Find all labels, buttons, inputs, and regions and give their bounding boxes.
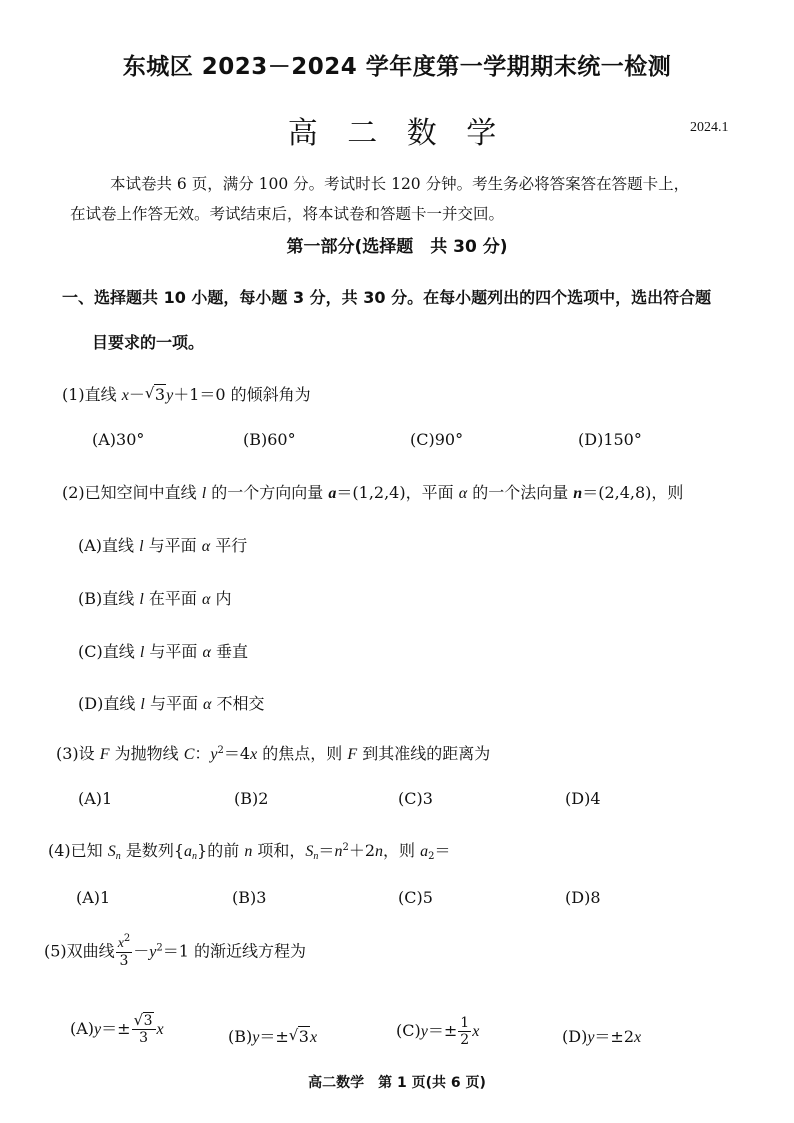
q3-option-d: (D)4 — [565, 789, 601, 808]
exam-title: 东城区 2023－2024 学年度第一学期期末统一检测 — [122, 54, 672, 80]
subject-title: 高 二 数 学 — [287, 116, 507, 151]
question-1: (1)直线 x－√ 3y＋1＝0 的倾斜角为 — [62, 382, 311, 405]
q2-option-a: (A)直线 l 与平面 α 平行 — [78, 536, 248, 555]
q5-number: (5) — [44, 941, 67, 961]
q2-option-b: (B)直线 l 在平面 α 内 — [78, 589, 232, 608]
intro-line-2: 在试卷上作答无效。考试结束后，将本试卷和答题卡一并交回。 — [70, 205, 505, 223]
question-3: (3)设 F 为抛物线 C：$y^2=4x$ 的焦点，则 F 到其准线的距离为 — [56, 744, 491, 763]
q1-option-a: (A)30° — [92, 430, 145, 449]
sqrt-symbol: √ 3 — [145, 385, 166, 404]
q5-option-c: (C)y＝± $\frac{1}{2}$ x — [396, 1015, 480, 1048]
q3-option-c: (C)3 — [398, 789, 433, 808]
question-5: (5)双曲线 $\frac{x^2}{3}$ $-y^2=1$ 的渐近线方程为 — [44, 933, 307, 969]
question-2: (2)已知空间中直线 l 的一个方向向量 a＝(1,2,4)，平面 α 的一个法向量 n＝(2,4,8)，则 — [62, 483, 684, 502]
section-instructions-2: 目要求的一项。 — [92, 333, 205, 352]
intro-line-1: 本试卷共 6 页，满分 100 分。考试时长 120 分钟。考生务必将答案答在答题卡上， — [110, 175, 690, 193]
section-instructions-1: 一、选择题共 10 小题，每小题 3 分，共 30 分。在每小题列出的四个选项中，选出符合题 — [62, 288, 712, 307]
q5-option-a: (A)y＝± √ $\frac{3}{3}$ x — [70, 1014, 164, 1045]
q3-option-a: (A)1 — [78, 789, 113, 808]
exam-date: 2024.1 — [690, 120, 729, 135]
q1-option-b: (B)60° — [243, 430, 296, 449]
q3-option-b: (B)2 — [234, 789, 269, 808]
q1-option-d: (D)150° — [578, 430, 642, 449]
q2-option-d: (D)直线 l 与平面 α 不相交 — [78, 694, 265, 713]
fraction: √ $\frac{3}{3}$ — [132, 1014, 156, 1045]
q4-option-d: (D)8 — [565, 888, 601, 907]
q4-option-b: (B)3 — [232, 888, 267, 907]
q2-number: (2) — [62, 483, 85, 502]
q4-number: (4) — [48, 841, 71, 860]
page-footer: 高二数学 第 1 页(共 6 页) — [308, 1075, 486, 1091]
q1-option-c: (C)90° — [410, 430, 464, 449]
q1-number: (1) — [62, 385, 85, 404]
fraction: $\frac{1}{2}$ — [460, 1015, 470, 1048]
question-4: (4)已知 $S_n$ 是数列$\{a_n\}$的前 n 项和，$S_n=n^2+2n$，则 $a_2=$ — [48, 841, 451, 862]
q5-option-b: (B)y＝±√ 3x — [228, 1024, 317, 1047]
fraction: $\frac{x^2}{3}$ — [117, 933, 131, 969]
q5-option-d: (D)y＝±2x — [562, 1027, 642, 1046]
part-heading: 第一部分(选择题 共 30 分) — [286, 237, 508, 257]
q4-option-c: (C)5 — [398, 888, 433, 907]
q3-number: (3) — [56, 744, 79, 763]
sqrt-symbol: √ 3 — [289, 1027, 310, 1046]
sqrt-symbol: √ 3 — [134, 1014, 154, 1028]
q2-option-c: (C)直线 l 与平面 α 垂直 — [78, 642, 248, 661]
q4-option-a: (A)1 — [76, 888, 111, 907]
